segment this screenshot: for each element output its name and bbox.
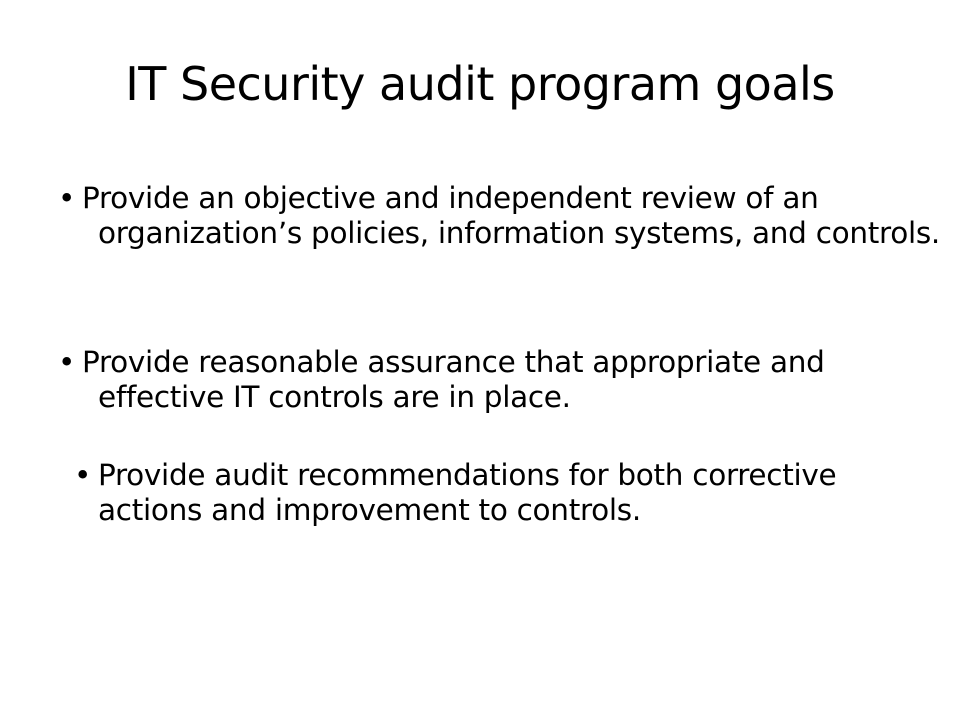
bullet-text: Provide audit recommendations for both corrective actions and improvement to controls.	[98, 458, 837, 528]
slide-title: IT Security audit program goals	[125, 57, 835, 111]
bullet-item	[74, 458, 938, 529]
bullet-marker: •	[58, 181, 76, 215]
bullet-item	[58, 345, 958, 416]
bullet-text: Provide an objective and independent review of an organization’s policies, information systems, and controls.	[82, 181, 940, 251]
bullet-marker: •	[74, 458, 92, 492]
bullet-marker: •	[58, 345, 76, 379]
bullet-item	[58, 181, 958, 252]
bullet-text: Provide reasonable assurance that appropriate and effective IT controls are in place.	[82, 345, 825, 415]
